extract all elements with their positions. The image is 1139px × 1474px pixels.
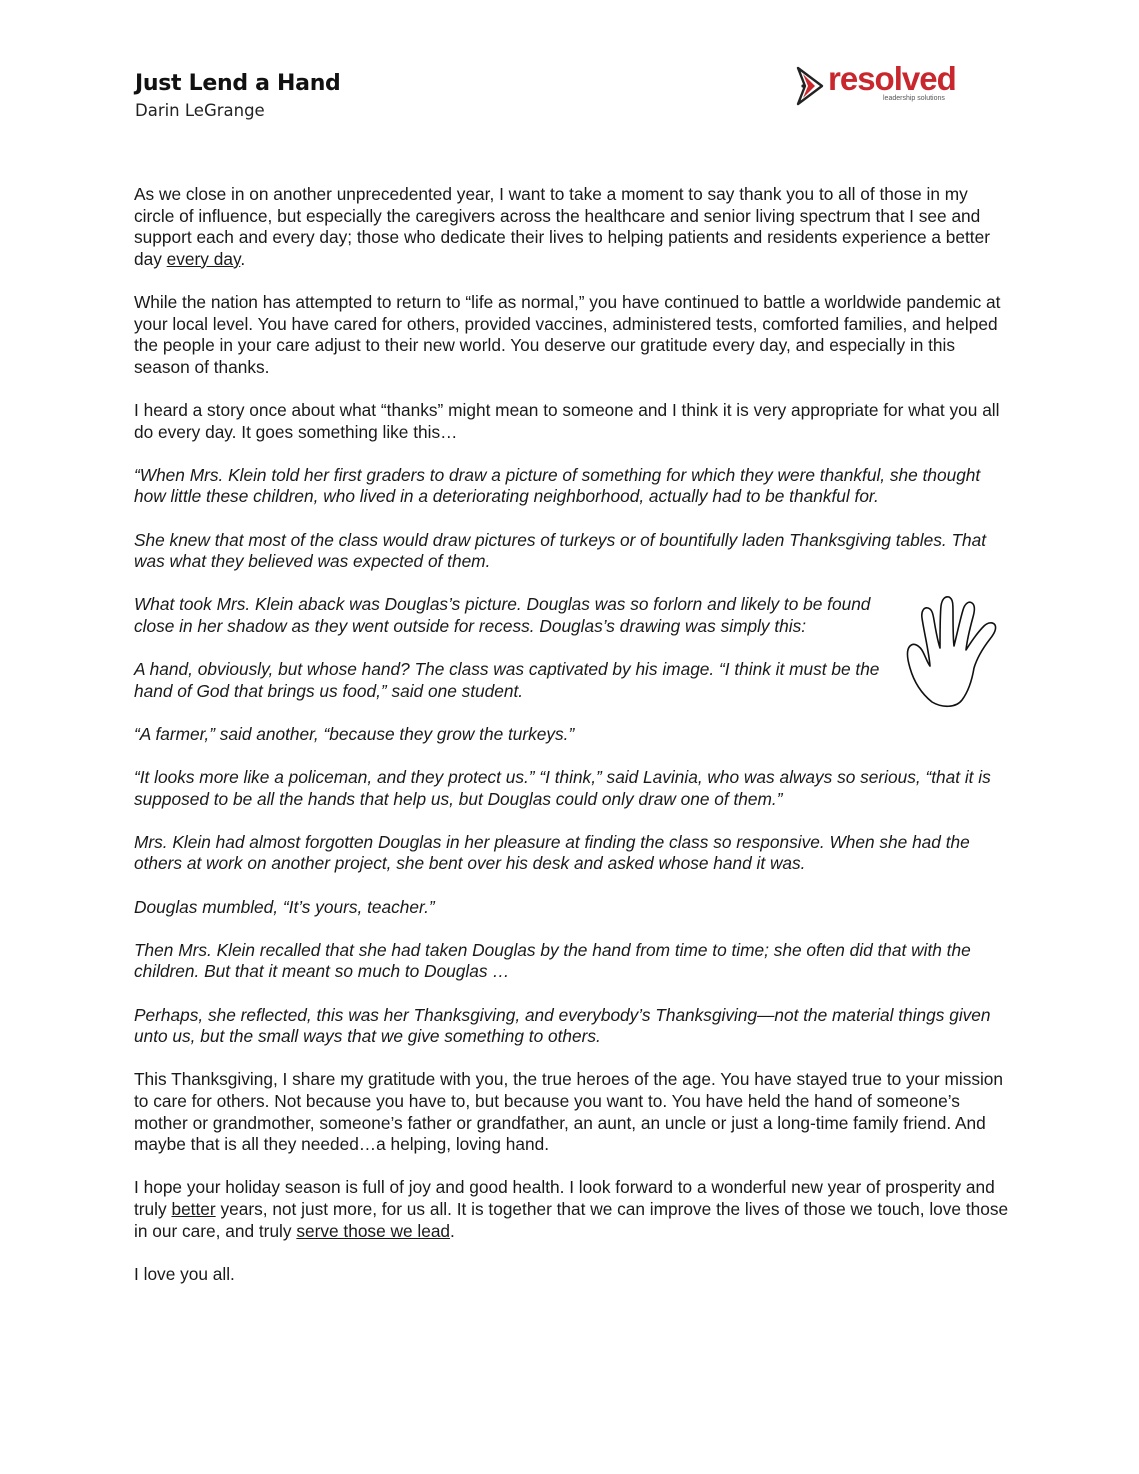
story-paragraph-4: A hand, obviously, but whose hand? The class was captivated by his image. “I think it must be the hand of God that brings us food,” said one student. [134, 659, 880, 701]
document-title: Just Lend a Hand [135, 71, 341, 96]
story-paragraph-9: Then Mrs. Klein recalled that she had taken Douglas by the hand from time to time; she often did that with the children. But that it meant so much to Douglas … [134, 939, 971, 982]
paragraph-holiday [134, 1177, 1009, 1242]
paragraph-holiday-text-a: I hope your holiday season is full of joy and good health. I look forward to a wonderful new year of prosperity and truly [134, 1177, 995, 1219]
company-logo [795, 60, 965, 108]
paragraph-intro-text: As we close in on another unprecedented year, I want to take a moment to say thank you to all of those in my circle of influence, but especially the caregivers across the healthcare and senior living spectrum that I see and support each and every day; those who dedicate their lives to helping patients and residents experience a better day [134, 184, 990, 269]
arrow-mark-icon [795, 66, 825, 106]
story-paragraph-6: “It looks more like a policeman, and they protect us.” “I think,” said Lavinia, who was always so serious, “that it is supposed to be all the hands that help us, but Douglas could only draw one of them.” [134, 767, 991, 809]
document-header [135, 70, 341, 122]
story-paragraph-3: What took Mrs. Klein aback was Douglas’s picture. Douglas was so forlorn and likely to be found close in her shadow as they went outside for recess. Douglas’s drawing was simply this: [134, 594, 871, 636]
paragraph-pandemic: While the nation has attempted to return to “life as normal,” you have continued to battle a worldwide pandemic at your local level. You have cared for others, provided vaccines, administered tests, comforted families, and helped the people in your care adjust to their new world. You deserve our gratitude every day, and especially in this season of thanks. [134, 291, 1001, 377]
story-paragraph-10: Perhaps, she reflected, this was her Thanksgiving, and everybody’s Thanksgiving—not the material things given unto us, but the small ways that we give something to others. [134, 1004, 991, 1047]
paragraph-holiday-text-c: years, not just more, for us all. It is together that we can improve the lives of those we touch, love those in our care, and truly [134, 1198, 1009, 1241]
hand-outline-icon [902, 594, 1014, 710]
paragraph-holiday-end: . [450, 1220, 455, 1241]
paragraph-intro-end: . [240, 248, 246, 269]
story-paragraph-1: “When Mrs. Klein told her first graders to draw a picture of something for which they were thankful, she thought how little these children, who lived in a deteriorating neighborhood, actually had to be thankful for. [134, 464, 981, 507]
underlined-every-day: every day [166, 248, 241, 269]
paragraph-intro [134, 184, 1009, 270]
logo-wordmark: resolved [828, 60, 956, 97]
story-paragraph-7: Mrs. Klein had almost forgotten Douglas in her pleasure at finding the class so responsive. When she had the others at work on another project, she bent over his desk and asked whose hand it was. [134, 831, 970, 874]
story-paragraph-5: “A farmer,” said another, “because they grow the turkeys.” [134, 723, 575, 744]
paragraph-gratitude: This Thanksgiving, I share my gratitude with you, the true heroes of the age. You have stayed true to your mission to care for others. Not because you have to, but because you want to. You have held the hand of someone’s mother or grandmother, someone’s father or grandfather, an aunt, an uncle or just a long-time family friend. And maybe that is all they needed…a helping, loving hand. [134, 1069, 1004, 1155]
paragraph-story-intro: I heard a story once about what “thanks” might mean to someone and I think it is very appropriate for what you all do every day. It goes something like this… [134, 399, 1000, 442]
paragraph-closing: I love you all. [134, 1263, 235, 1284]
document-author: Darin LeGrange [135, 101, 265, 120]
story-paragraph-2: She knew that most of the class would draw pictures of turkeys or of bountifully laden Thanksgiving tables. That was what they believed was expected of them. [134, 529, 987, 572]
document-body [134, 184, 1009, 1307]
story-paragraph-8: Douglas mumbled, “It’s yours, teacher.” [134, 896, 435, 917]
underlined-serve-those-we-lead: serve those we lead [296, 1220, 451, 1241]
logo-tagline: leadership solutions [883, 95, 945, 102]
underlined-better: better [171, 1198, 216, 1219]
